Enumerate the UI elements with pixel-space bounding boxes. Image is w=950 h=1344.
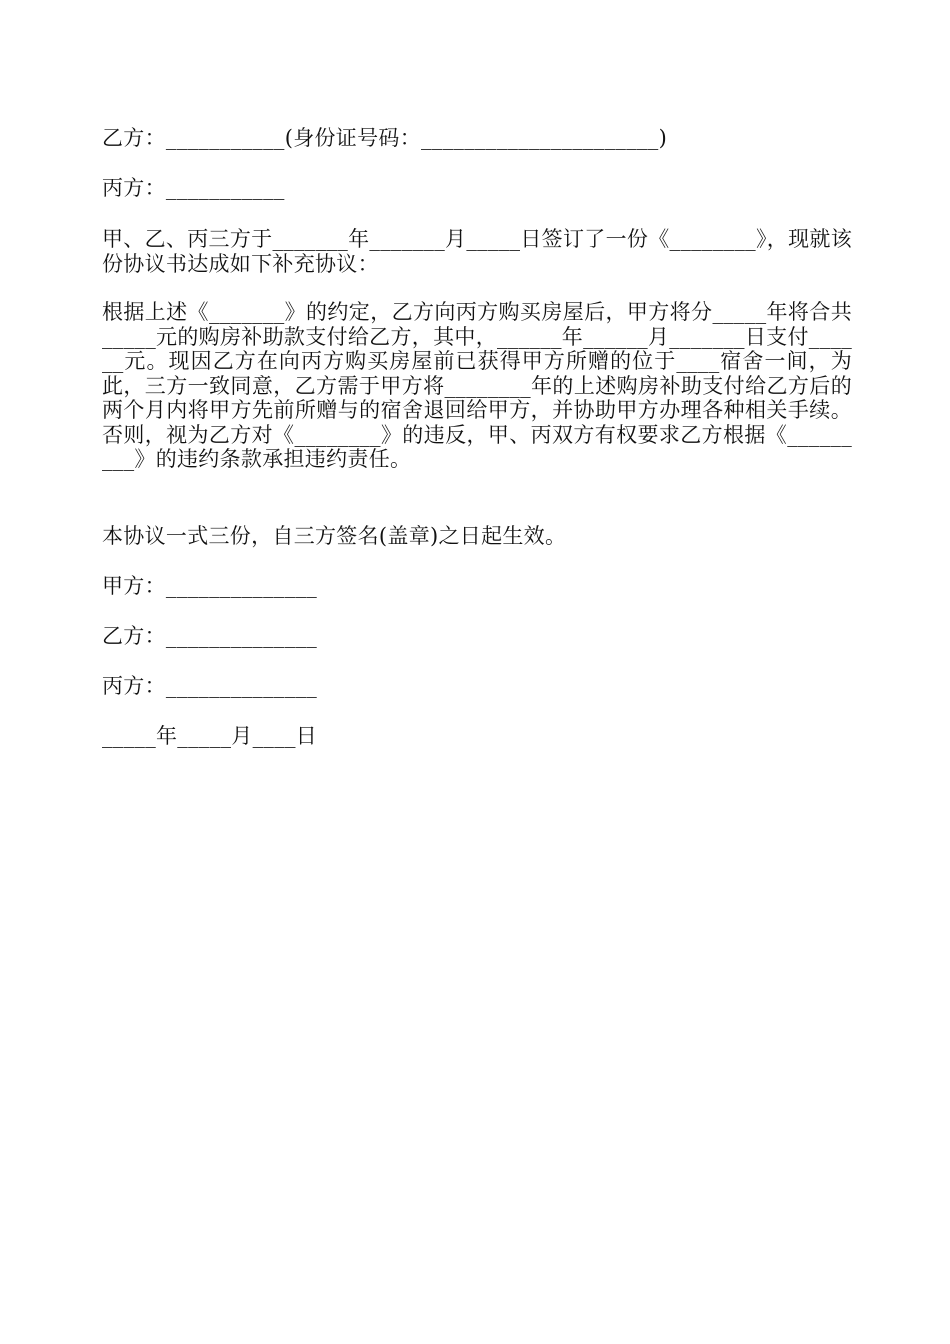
effect-clause: 本协议一式三份，自三方签名(盖章)之日起生效。 <box>102 524 567 548</box>
intro-paragraph: 甲、乙、丙三方于_______年_______月_____日签订了一份《________》，现就该份协议书达成如下补充协议： <box>102 227 852 276</box>
party-b-id-line: 乙方：___________(身份证号码：______________________) <box>102 126 668 150</box>
main-paragraph: 根据上述《_______》的约定，乙方向丙方购买房屋后，甲方将分_____年将合共_____元的购房补助款支付给乙方，其中，______年______月_______日支付______元。现因乙方在向丙方购买房屋前已获得甲方所赠的位于____宿舍一间，为此，三方一致同意，乙方需于甲方将________年的上述购房补助支付给乙方后的两个月内将甲方先前所赠与的宿舍退回给甲方，并协助甲方办理各种相关手续。否则，视为乙方对《________》的违反，甲、丙双方有权要求乙方根据《_________》的违约条款承担违约责任。 <box>102 300 852 471</box>
date-line: _____年_____月____日 <box>102 724 318 748</box>
signature-party-c: 丙方：______________ <box>102 674 318 698</box>
signature-party-b: 乙方：______________ <box>102 624 318 648</box>
signature-party-a: 甲方：______________ <box>102 574 318 598</box>
party-c-line: 丙方：___________ <box>102 176 285 200</box>
